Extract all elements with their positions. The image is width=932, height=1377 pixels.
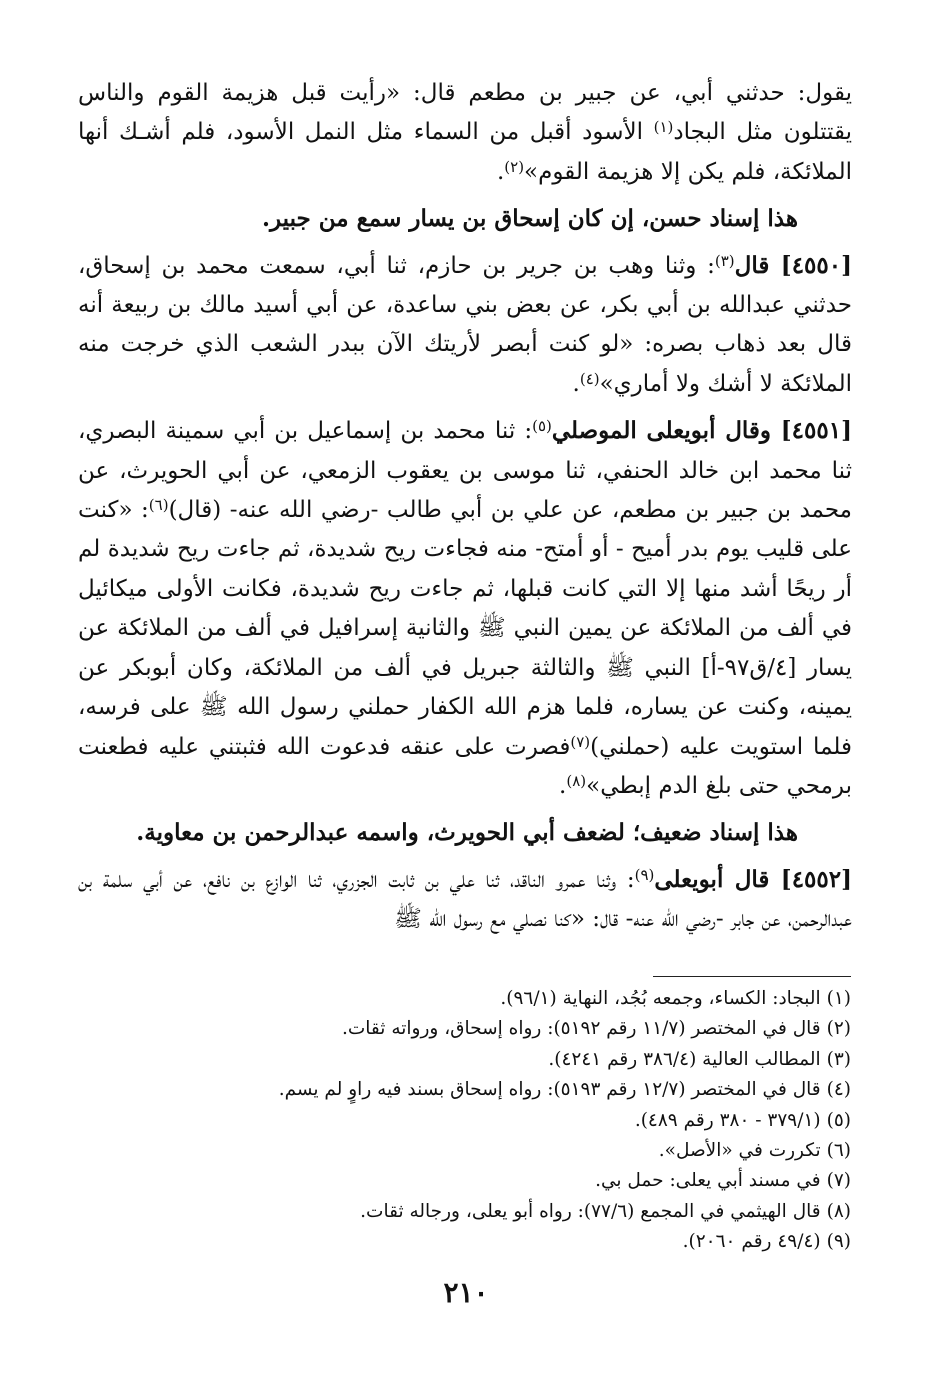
footnote-text: (٣٧٩/١ - ٣٨٠ رقم ٤٨٩). [634,1109,821,1131]
narrator-intro: قال أبويعلى [654,865,781,893]
footnote-9 [78,1227,851,1257]
footnote-3 [78,1045,851,1075]
footnote-number: (٢) [826,1018,851,1040]
footnote-ref[interactable]: (٤) [579,369,600,388]
footnote-number: (٦) [826,1140,851,1162]
isnad-judgement-1: هذا إسناد حسن، إن كان إسحاق بن يسار سمع من جبير. [261,205,798,233]
hadith-number: [٤٥٥١] [780,417,852,445]
hadith-text: : ثنا محمد بن إسماعيل بن أبي سمينة البصري، ثنا محمد ابن خالد الحنفي، ثنا موسى بن يعقوب الزمعي، عن أبي الحويرث، عن محمد بن جبير بن مطعم، عن علي بن أبي طالب -رضي الله عنه- (قال) [78,418,852,524]
footnote-text: (٤٩/٤ رقم ٢٠٦٠). [682,1231,821,1253]
paragraph-intro [78,74,852,192]
footnote-ref[interactable]: (٢) [504,157,525,176]
footnote-text: قال الهيثمي في المجمع (٧٧/٦): رواه أبو يعلى، ورجاله ثقات. [360,1200,821,1222]
isnad-judgement-2: هذا إسناد ضعيف؛ لضعف أبي الحويرث، واسمه عبدالرحمن بن معاوية. [136,819,798,847]
footnote-divider [653,976,851,977]
footnote-text: تكررت في «الأصل». [658,1140,821,1162]
footnote-2 [78,1014,851,1044]
footnote-text: المطالب العالية (٣٨٦/٤ رقم ٤٢٤١). [548,1048,821,1070]
footnote-text: قال في المختصر (١١/٧ رقم ٥١٩٢): رواه إسحاق، ورواته ثقات. [342,1018,821,1040]
hadith-text: : وثنا وهب بن جرير بن حازم، ثنا أبي، سمعت محمد بن إسحاق، حدثني عبدالله بن أبي بكر، عن بعض بني ساعدة، عن أبي أسيد مالك بن ربيعة أنه قال بعد ذهاب بصره: «لو كنت أبصر لأريتك الآن ببدر الشعب الذي خرجت منه الملائكة لا أشك ولا أماري» [78,252,852,397]
footnote-ref[interactable]: (٥) [532,417,552,436]
footnote-ref[interactable]: (٨) [566,771,587,790]
narrator-intro: وقال أبويعلى الموصلي [551,417,781,445]
hadith-text: : وثنا عمرو الناقد، ثنا علي بن ثابت الجزري، ثنا الوازع بن نافع، عن أبي سلمة بن عبدالرحمن، عن جابر -رضي الله عنه- قال: «كنا نصلي مع رسول الله ﷺ [78,866,852,933]
footnote-text: قال في المختصر (١٢/٧ رقم ٥١٩٣): رواه إسحاق بسند فيه راوٍ لم يسم. [278,1079,821,1101]
footnote-number: (١) [826,988,851,1009]
page-number: ٢١٠ [443,1276,489,1309]
footnote-number: (٧) [826,1170,851,1192]
punctuation: . [496,158,505,185]
punctuation: . [559,772,567,799]
footnote-number: (٤) [826,1079,851,1101]
footnote-ref[interactable]: (٦) [148,496,169,515]
hadith-4551 [78,411,852,806]
hadith-number: [٤٥٥٠] [780,251,852,279]
footnote-ref[interactable]: (١) [653,118,674,137]
footnote-ref[interactable]: (٧) [570,732,591,751]
footnote-number: (٩) [826,1231,851,1253]
hadith-4550 [78,246,852,405]
footnotes [78,984,851,1258]
footnote-text: البجاد: الكساء، وجمعه بُجُد، النهاية (٩٦/١). [500,988,821,1009]
footnote-number: (٣) [826,1048,851,1070]
footnote-ref[interactable]: (٣) [714,251,735,270]
footnote-6 [78,1136,851,1166]
footnote-ref[interactable]: (٩) [634,865,655,884]
footnote-7 [78,1166,851,1196]
main-text [78,74,852,940]
footnote-4 [78,1075,851,1105]
hadith-number: [٤٥٥٢] [780,865,852,893]
footnote-1 [78,984,851,1014]
paragraph-text: الأسود أقبل من السماء مثل النمل الأسود، فلم أشـك أنها الملائكة، فلم يكن إلا هزيمة القوم» [78,119,852,185]
hadith-4552 [78,860,852,940]
paragraph-text: يقول: حدثني أبي، عن جبير بن مطعم قال: «رأيت قبل هزيمة القوم والناس يقتتلون مثل البجاد [78,80,852,146]
footnote-5 [78,1106,851,1136]
narrator-intro: قال [734,251,781,279]
hadith-text: : «كنت على قليب يوم بدر أميح - أو أمتح- منه فجاءت ريح شديدة، ثم جاءت ريح شديدة لم أر ريحًا أشد منها إلا التي كانت قبلها، ثم جاءت ريح شديدة، فكانت الأولى ميكائيل في ألف من الملائكة عن يمين النبي ﷺ والثانية إسرافيل في ألف من الملائكة عن يسار [٤/ق٩٧-أ] النبي ﷺ والثالثة جبريل في ألف من الملائكة، وكان أبوبكر عن يمينه، وكنت عن يساره، فلما هزم الله الكفار حملني رسول الله ﷺ على فرسه، فلما استويت عليه (حملني) [78,497,852,760]
footnote-8 [78,1197,851,1227]
punctuation: . [572,370,580,397]
footnote-number: (٨) [826,1200,851,1222]
hadith-text: فصرت على عنقه فدعوت الله فثبتني عليه فطعنت برمحي حتى بلغ الدم إبطي» [78,733,852,799]
footnote-text: في مسند أبي يعلى: حمل بي. [595,1170,821,1192]
footnote-number: (٥) [826,1109,851,1131]
